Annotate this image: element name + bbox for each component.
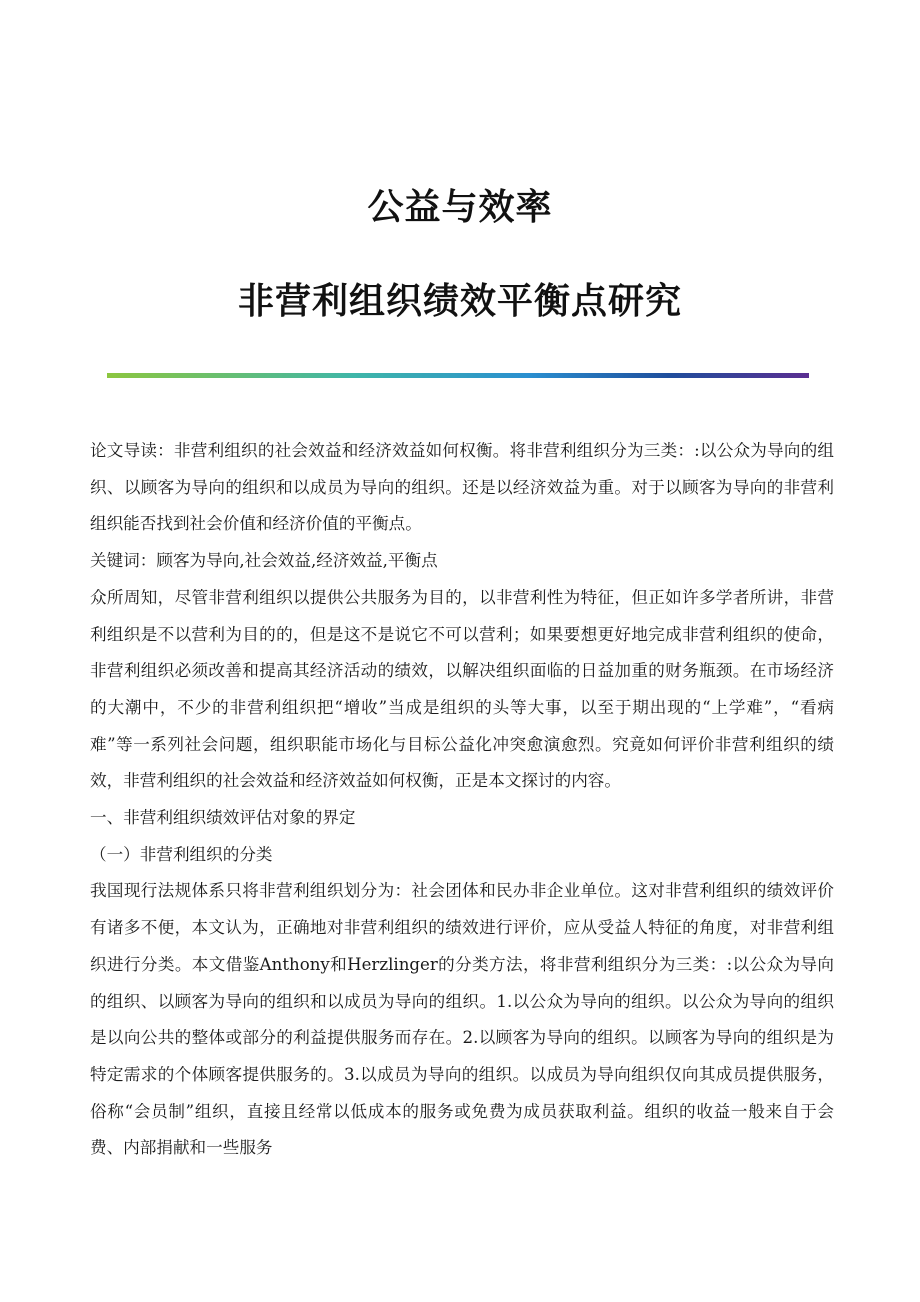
subsection-heading: （一）非营利组织的分类 xyxy=(90,844,273,864)
intro-paragraph: 论文导读：非营利组织的社会效益和经济效益如何权衡。将非营利组织分为三类：:以公众为导向的组织、以顾客为导向的组织和以成员为导向的组织。还是以经济效益为重。对于以顾客为导向的非营利组织能否找到社会价值和经济价值的平衡点。 xyxy=(90,441,834,534)
keywords-line: 关键词：顾客为导向,社会效益,经济效益,平衡点 xyxy=(90,551,438,571)
document-title-line-2: 非营利组织绩效平衡点研究 xyxy=(237,281,682,322)
section-heading: 一、非营利组织绩效评估对象的界定 xyxy=(90,808,356,828)
body-paragraph: 众所周知，尽管非营利组织以提供公共服务为目的，以非营利性为特征，但正如许多学者所讲，非营利组织是不以营利为目的的，但是这不是说它不可以营利；如果要想更好地完成非营利组织的使命，非营利组织必须改善和提高其经济活动的绩效，以解决组织面临的日益加重的财务瓶颈。在市场经济的大潮中，不少的非营利组织把“增收”当成是组织的头等大事，以至于期出现的“上学难”，“看病难”等一系列社会问题，组织职能市场化与目标公益化冲突愈演愈烈。究竟如何评价非营利组织的绩效，非营利组织的社会效益和经济效益如何权衡，正是本文探讨的内容。 xyxy=(90,587,834,791)
gradient-divider xyxy=(107,373,809,378)
document-body xyxy=(90,433,834,1167)
body-paragraph: 我国现行法规体系只将非营利组织划分为：社会团体和民办非企业单位。这对非营利组织的绩效评价有诸多不便，本文认为，正确地对非营利组织的绩效进行评价，应从受益人特征的角度，对非营利组织进行分类。本文借鉴Anthony和Herzlinger的分类方法，将非营利组织分为三类：:以公众为导向的组织、以顾客为导向的组织和以成员为导向的组织。1.以公众为导向的组织。以公众为导向的组织是以向公共的整体或部分的利益提供服务而存在。2.以顾客为导向的组织。以顾客为导向的组织是为特定需求的个体顾客提供服务的。3.以成员为导向的组织。以成员为导向组织仅向其成员提供服务，俗称“会员制”组织，直接且经常以低成本的服务或免费为成员获取利益。组织的收益一般来自于会费、内部捐献和一些服务 xyxy=(90,881,834,1158)
document-title-line-1: 公益与效率 xyxy=(367,187,553,228)
